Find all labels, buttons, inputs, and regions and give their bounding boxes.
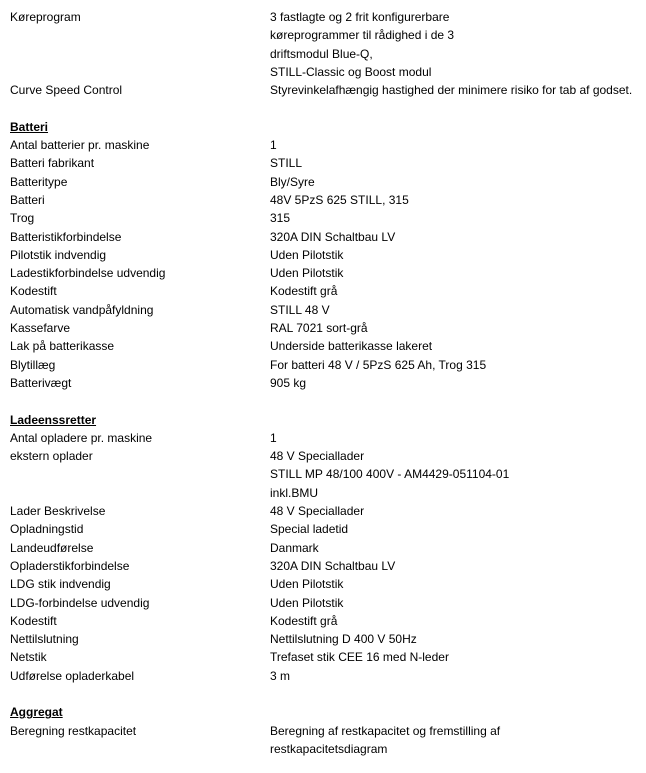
spec-value-line: Beregning af restkapacitet og fremstilling af <box>270 723 501 738</box>
spec-value <box>270 594 640 612</box>
spec-row-opladerstikforbindelse <box>10 557 640 575</box>
spec-value-line: 320A DIN Schaltbau LV <box>270 229 396 244</box>
spec-value <box>270 301 640 319</box>
spec-value-line: 315 <box>270 211 291 226</box>
spec-row-batteritype <box>10 173 640 191</box>
spec-row-antal-batterier-pr-maskine <box>10 136 640 154</box>
spec-value-line: driftsmodul Blue-Q, <box>270 46 373 61</box>
spec-row-automatisk-vandpaafyldning <box>10 301 640 319</box>
spec-label: Kodestift <box>10 284 57 299</box>
spec-label: Antal batterier pr. maskine <box>10 138 150 153</box>
spec-value-line: inkl.BMU <box>270 485 319 500</box>
spec-document <box>10 8 640 758</box>
spec-value <box>270 319 640 337</box>
spec-label: Batterivægt <box>10 375 72 390</box>
spec-value <box>270 557 640 575</box>
spec-value-line: Uden Pilotstik <box>270 577 344 592</box>
spec-row-batteri <box>10 191 640 209</box>
spec-row-batteristikforbindelse <box>10 228 640 246</box>
spec-label: Curve Speed Control <box>10 83 123 98</box>
spec-value <box>270 374 640 392</box>
spec-value-line: STILL MP 48/100 400V - AM4429-051104-01 <box>270 467 510 482</box>
spec-value-line: 48 V Speciallader <box>270 504 365 519</box>
spec-row-udfoerelse-opladerkabel <box>10 667 640 685</box>
spec-label: Opladningstid <box>10 522 84 537</box>
spec-value-line: Kodestift grå <box>270 613 338 628</box>
spec-label: Batteri <box>10 192 45 207</box>
spec-row-pilotstik-indvendig <box>10 246 640 264</box>
spec-value <box>270 246 640 264</box>
spec-label: LDG-forbindelse udvendig <box>10 595 150 610</box>
spec-value-line: Uden Pilotstik <box>270 595 344 610</box>
spec-row-blytillaeg <box>10 356 640 374</box>
spec-row-nettilslutning <box>10 630 640 648</box>
spec-label: Blytillæg <box>10 357 56 372</box>
section-spacer <box>10 685 640 703</box>
spec-value <box>270 154 640 172</box>
spec-label: Antal opladere pr. maskine <box>10 430 153 445</box>
spec-value <box>270 648 640 666</box>
spec-value-line: STILL-Classic og Boost modul <box>270 64 432 79</box>
spec-row-ladestikforbindelse-udvendig <box>10 264 640 282</box>
spec-value <box>270 612 640 630</box>
spec-row-kodestift <box>10 612 640 630</box>
spec-label: Automatisk vandpåfyldning <box>10 302 154 317</box>
spec-row-koereprogram <box>10 8 640 81</box>
spec-label: Kodestift <box>10 613 57 628</box>
spec-value <box>270 264 640 282</box>
spec-value-line: Kodestift grå <box>270 284 338 299</box>
spec-value <box>270 630 640 648</box>
spec-value-line: Trefaset stik CEE 16 med N-leder <box>270 650 449 665</box>
spec-value <box>270 575 640 593</box>
spec-label: Lak på batterikasse <box>10 339 115 354</box>
spec-value-line: For batteri 48 V / 5PzS 625 Ah, Trog 315 <box>270 357 487 372</box>
spec-label: Opladerstikforbindelse <box>10 558 130 573</box>
spec-value <box>270 191 640 209</box>
spec-row-lak-paa-batterikasse <box>10 337 640 355</box>
spec-label: Trog <box>10 211 35 226</box>
spec-row-landeudfoerelse <box>10 539 640 557</box>
spec-value <box>270 173 640 191</box>
spec-row-netstik <box>10 648 640 666</box>
spec-row-beregning-restkapacitet <box>10 722 640 759</box>
spec-label: Beregning restkapacitet <box>10 723 137 738</box>
spec-value <box>270 81 640 99</box>
spec-value-line: Uden Pilotstik <box>270 247 344 262</box>
spec-value-line: Danmark <box>270 540 319 555</box>
spec-label: Kassefarve <box>10 321 71 336</box>
spec-value <box>270 429 640 447</box>
spec-row-trog <box>10 209 640 227</box>
spec-value <box>270 356 640 374</box>
spec-value-line: Uden Pilotstik <box>270 266 344 281</box>
spec-row-antal-opladere-pr-maskine <box>10 429 640 447</box>
spec-value <box>270 228 640 246</box>
spec-value-line: køreprogrammer til rådighed i de 3 <box>270 28 455 43</box>
section-spacer <box>10 392 640 410</box>
spec-value-line: RAL 7021 sort-grå <box>270 321 368 336</box>
spec-label: Batteritype <box>10 174 68 189</box>
spec-value-line: 905 kg <box>270 375 307 390</box>
section-heading-aggregat: Aggregat <box>10 705 63 720</box>
spec-row-ldg-stik-indvendig <box>10 575 640 593</box>
spec-label: Lader Beskrivelse <box>10 504 106 519</box>
spec-value-line: STILL 48 V <box>270 302 330 317</box>
spec-value-line: STILL <box>270 156 303 171</box>
spec-value-line: 3 fastlagte og 2 frit konfigurerbare <box>270 10 450 24</box>
spec-value <box>270 136 640 154</box>
spec-value-line: 48 V Speciallader <box>270 449 365 464</box>
section-heading-ladeenssretter: Ladeenssretter <box>10 412 97 427</box>
spec-value <box>270 520 640 538</box>
spec-label: ekstern oplader <box>10 449 93 464</box>
spec-value <box>270 667 640 685</box>
spec-label: Netstik <box>10 650 47 665</box>
spec-row-batteri-fabrikant <box>10 154 640 172</box>
spec-row-ldg-forbindelse-udvendig <box>10 594 640 612</box>
spec-value <box>270 209 640 227</box>
spec-label: Batteristikforbindelse <box>10 229 122 244</box>
spec-value-line: 48V 5PzS 625 STILL, 315 <box>270 192 409 207</box>
spec-value <box>270 447 640 502</box>
spec-value <box>270 502 640 520</box>
spec-value <box>270 282 640 300</box>
spec-label: LDG stik indvendig <box>10 577 111 592</box>
spec-row-ekstern-oplader <box>10 447 640 502</box>
spec-row-opladningstid <box>10 520 640 538</box>
spec-value <box>270 722 640 759</box>
spec-row-kassefarve <box>10 319 640 337</box>
spec-label: Batteri fabrikant <box>10 156 95 171</box>
spec-value-line: 3 m <box>270 668 291 683</box>
spec-label: Nettilslutning <box>10 632 79 647</box>
spec-value-line: restkapacitetsdiagram <box>270 741 388 756</box>
spec-value-line: Underside batterikasse lakeret <box>270 339 433 354</box>
spec-row-batterivaegt <box>10 374 640 392</box>
section-heading-batteri: Batteri <box>10 119 49 134</box>
spec-label: Landeudførelse <box>10 540 94 555</box>
spec-label: Pilotstik indvendig <box>10 247 107 262</box>
spec-value-line: 1 <box>270 138 277 153</box>
section-spacer <box>10 99 640 117</box>
spec-value-line: Bly/Syre <box>270 174 315 189</box>
spec-row-kodestift <box>10 282 640 300</box>
spec-value <box>270 337 640 355</box>
spec-row-lader-beskrivelse <box>10 502 640 520</box>
spec-label: Udførelse opladerkabel <box>10 668 135 683</box>
spec-value-line: Nettilslutning D 400 V 50Hz <box>270 632 417 647</box>
spec-row-curve-speed-control <box>10 81 640 99</box>
spec-value-line: 320A DIN Schaltbau LV <box>270 558 396 573</box>
spec-value <box>270 8 640 81</box>
spec-label: Køreprogram <box>10 10 81 24</box>
spec-value <box>270 539 640 557</box>
spec-value-line: Styrevinkelafhængig hastighed der minimere risiko for tab af godset. <box>270 83 633 98</box>
spec-label: Ladestikforbindelse udvendig <box>10 266 166 281</box>
spec-value-line: Special ladetid <box>270 522 349 537</box>
spec-value-line: 1 <box>270 430 277 445</box>
